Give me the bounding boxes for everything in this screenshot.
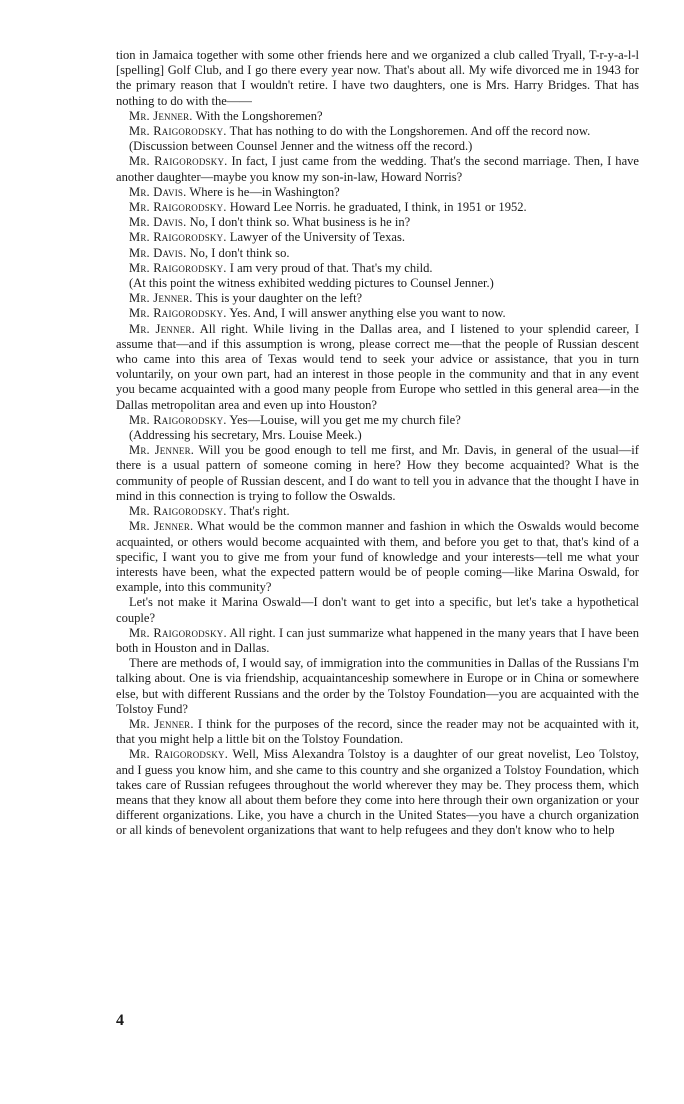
paragraph-text: (Addressing his secretary, Mrs. Louise Meek.) [129, 428, 362, 443]
speaker-name: Mr. Jenner. [129, 519, 194, 534]
stage-direction [116, 276, 639, 291]
speaker-name: Mr. Jenner. [129, 108, 193, 123]
testimony-paragraph [116, 322, 639, 413]
speaker-name: Mr. Raigorodsky. [129, 230, 227, 245]
speaker-name: Mr. Davis. [129, 215, 187, 230]
testimony-paragraph [116, 124, 639, 139]
testimony-paragraph [116, 246, 639, 261]
speaker-name: Mr. Jenner. [129, 321, 195, 336]
speaker-name: Mr. Jenner. [129, 291, 193, 306]
speaker-name: Mr. Davis. [129, 184, 187, 199]
paragraph-text: All right. While living in the Dallas area, and I listened to your splendid career, I assume that—and if this assumption is wrong, please correct me—that the people of Russian descent who came into this area of Texas would tend to seek your advice or assistance, that you in turn voluntarily, on your own part, had an interest in those people in the community and that in any event you became acquainted with a good many people from Europe who settled in this general area—in the Dallas metropolitan area and even up into Houston? [116, 321, 639, 412]
testimony-paragraph [116, 291, 639, 306]
testimony-paragraph [116, 595, 639, 625]
paragraph-text: Lawyer of the University of Texas. [229, 230, 405, 245]
testimony-paragraph [116, 747, 639, 838]
stage-direction [116, 139, 639, 154]
speaker-name: Mr. Raigorodsky. [129, 306, 227, 321]
testimony-paragraph [116, 413, 639, 428]
paragraph-text: No, I don't think so. What business is he in? [189, 215, 411, 230]
testimony-paragraph [116, 626, 639, 656]
speaker-name: Mr. Raigorodsky. [129, 124, 227, 139]
paragraph-text: Yes. And, I will answer anything else you want to now. [229, 306, 506, 321]
paragraph-text: Well, Miss Alexandra Tolstoy is a daughter of our great novelist, Leo Tolstoy, and I guess you know him, and she came to this country and she organized a Tolstoy Foundation, which takes care of Russian refugees throughout the world wherever they may be. They process them, which means that they know all about them before they come into here through their own organization or your different organizations. Like, you have a church in the United States—you have a church organization or all kinds of benevolent organizations that want to help refugees and they don't know who to help [116, 747, 639, 838]
testimony-paragraph [116, 443, 639, 504]
paragraph-text: Will you be good enough to tell me first, and Mr. Davis, in general of the usual—if there is a usual pattern of someone coming in here? How they become acquainted? What is the community of people of Russian descent, and I do want to tell you in advance that the thought I have in mind in this connection is trying to follow the Oswalds. [116, 443, 639, 503]
speaker-name: Mr. Davis. [129, 245, 187, 260]
speaker-name: Mr. Raigorodsky. [129, 504, 227, 519]
paragraph-text: That has nothing to do with the Longshoremen. And off the record now. [229, 124, 591, 139]
paragraph-text: There are methods of, I would say, of immigration into the communities in Dallas of the Russians I'm talking about. One is via friendship, acquaintanceship somewhere in Europe or in China or somewhere else, but with different Russians and the order by the Tolstoy Foundation—you are acquainted with the Tolstoy Fund? [116, 656, 639, 716]
testimony-paragraph [116, 519, 639, 595]
testimony-paragraph [116, 656, 639, 717]
testimony-paragraph [116, 109, 639, 124]
paragraph-text: What would be the common manner and fashion in which the Oswalds would become acquainted, or others would become acquainted with them, and before you get to that, that's kind of a specific, I want you to give me from your fund of knowledge and your interests—tell me what your interests have been, what the expected pattern would be of people coming—like Marina Oswald, for example, into this community? [116, 519, 639, 595]
speaker-name: Mr. Jenner. [129, 443, 195, 458]
testimony-paragraph [116, 261, 639, 276]
paragraph-text: In fact, I just came from the wedding. That's the second marriage. Then, I have another daughter—maybe you know my son-in-law, Howard Norris? [116, 154, 639, 184]
speaker-name: Mr. Raigorodsky. [129, 747, 229, 762]
testimony-paragraph [116, 717, 639, 747]
speaker-name: Mr. Jenner. [129, 716, 194, 731]
testimony-paragraph [116, 154, 639, 184]
paragraph-text: tion in Jamaica together with some other friends here and we organized a club called Tryall, T-r-y-a-l-l [spelling] Golf Club, and I go there every year now. That's about all. My wife divorced me in 1943 for the primary reason that I wouldn't retire. I have two daughters, one is Mrs. Harry Bridges. That has nothing to do with the—— [116, 48, 639, 108]
paragraph-text: With the Longshoremen? [195, 108, 323, 123]
paragraph-text: Yes—Louise, will you get me my church file? [229, 412, 461, 427]
paragraph-text: Let's not make it Marina Oswald—I don't want to get into a specific, but let's take a hypothetical couple? [116, 595, 639, 625]
paragraph-continuation [116, 48, 639, 109]
speaker-name: Mr. Raigorodsky. [129, 625, 227, 640]
paragraph-text: Howard Lee Norris. he graduated, I think, in 1951 or 1952. [229, 200, 527, 215]
paragraph-text: All right. I can just summarize what happened in the many years that I have been both in Houston and in Dallas. [116, 625, 639, 655]
testimony-paragraph [116, 504, 639, 519]
paragraph-text: That's right. [229, 504, 290, 519]
testimony-paragraph [116, 306, 639, 321]
testimony-paragraph [116, 230, 639, 245]
paragraph-text: No, I don't think so. [189, 245, 290, 260]
paragraph-text: Where is he—in Washington? [189, 184, 340, 199]
stage-direction [116, 428, 639, 443]
paragraph-text: This is your daughter on the left? [195, 291, 363, 306]
testimony-paragraph [116, 185, 639, 200]
paragraph-text: I think for the purposes of the record, since the reader may not be acquainted with it, that you might help a little bit on the Tolstoy Foundation. [116, 716, 639, 747]
speaker-name: Mr. Raigorodsky. [129, 260, 227, 275]
speaker-name: Mr. Raigorodsky. [129, 154, 228, 169]
paragraph-text: (At this point the witness exhibited wedding pictures to Counsel Jenner.) [129, 276, 494, 291]
paragraph-text: I am very proud of that. That's my child. [229, 260, 433, 275]
transcript-page [116, 48, 639, 839]
speaker-name: Mr. Raigorodsky. [129, 200, 227, 215]
testimony-paragraph [116, 200, 639, 215]
page-number: 4 [116, 1012, 124, 1029]
paragraph-text: (Discussion between Counsel Jenner and the witness off the record.) [129, 139, 473, 154]
speaker-name: Mr. Raigorodsky. [129, 412, 227, 427]
testimony-paragraph [116, 215, 639, 230]
